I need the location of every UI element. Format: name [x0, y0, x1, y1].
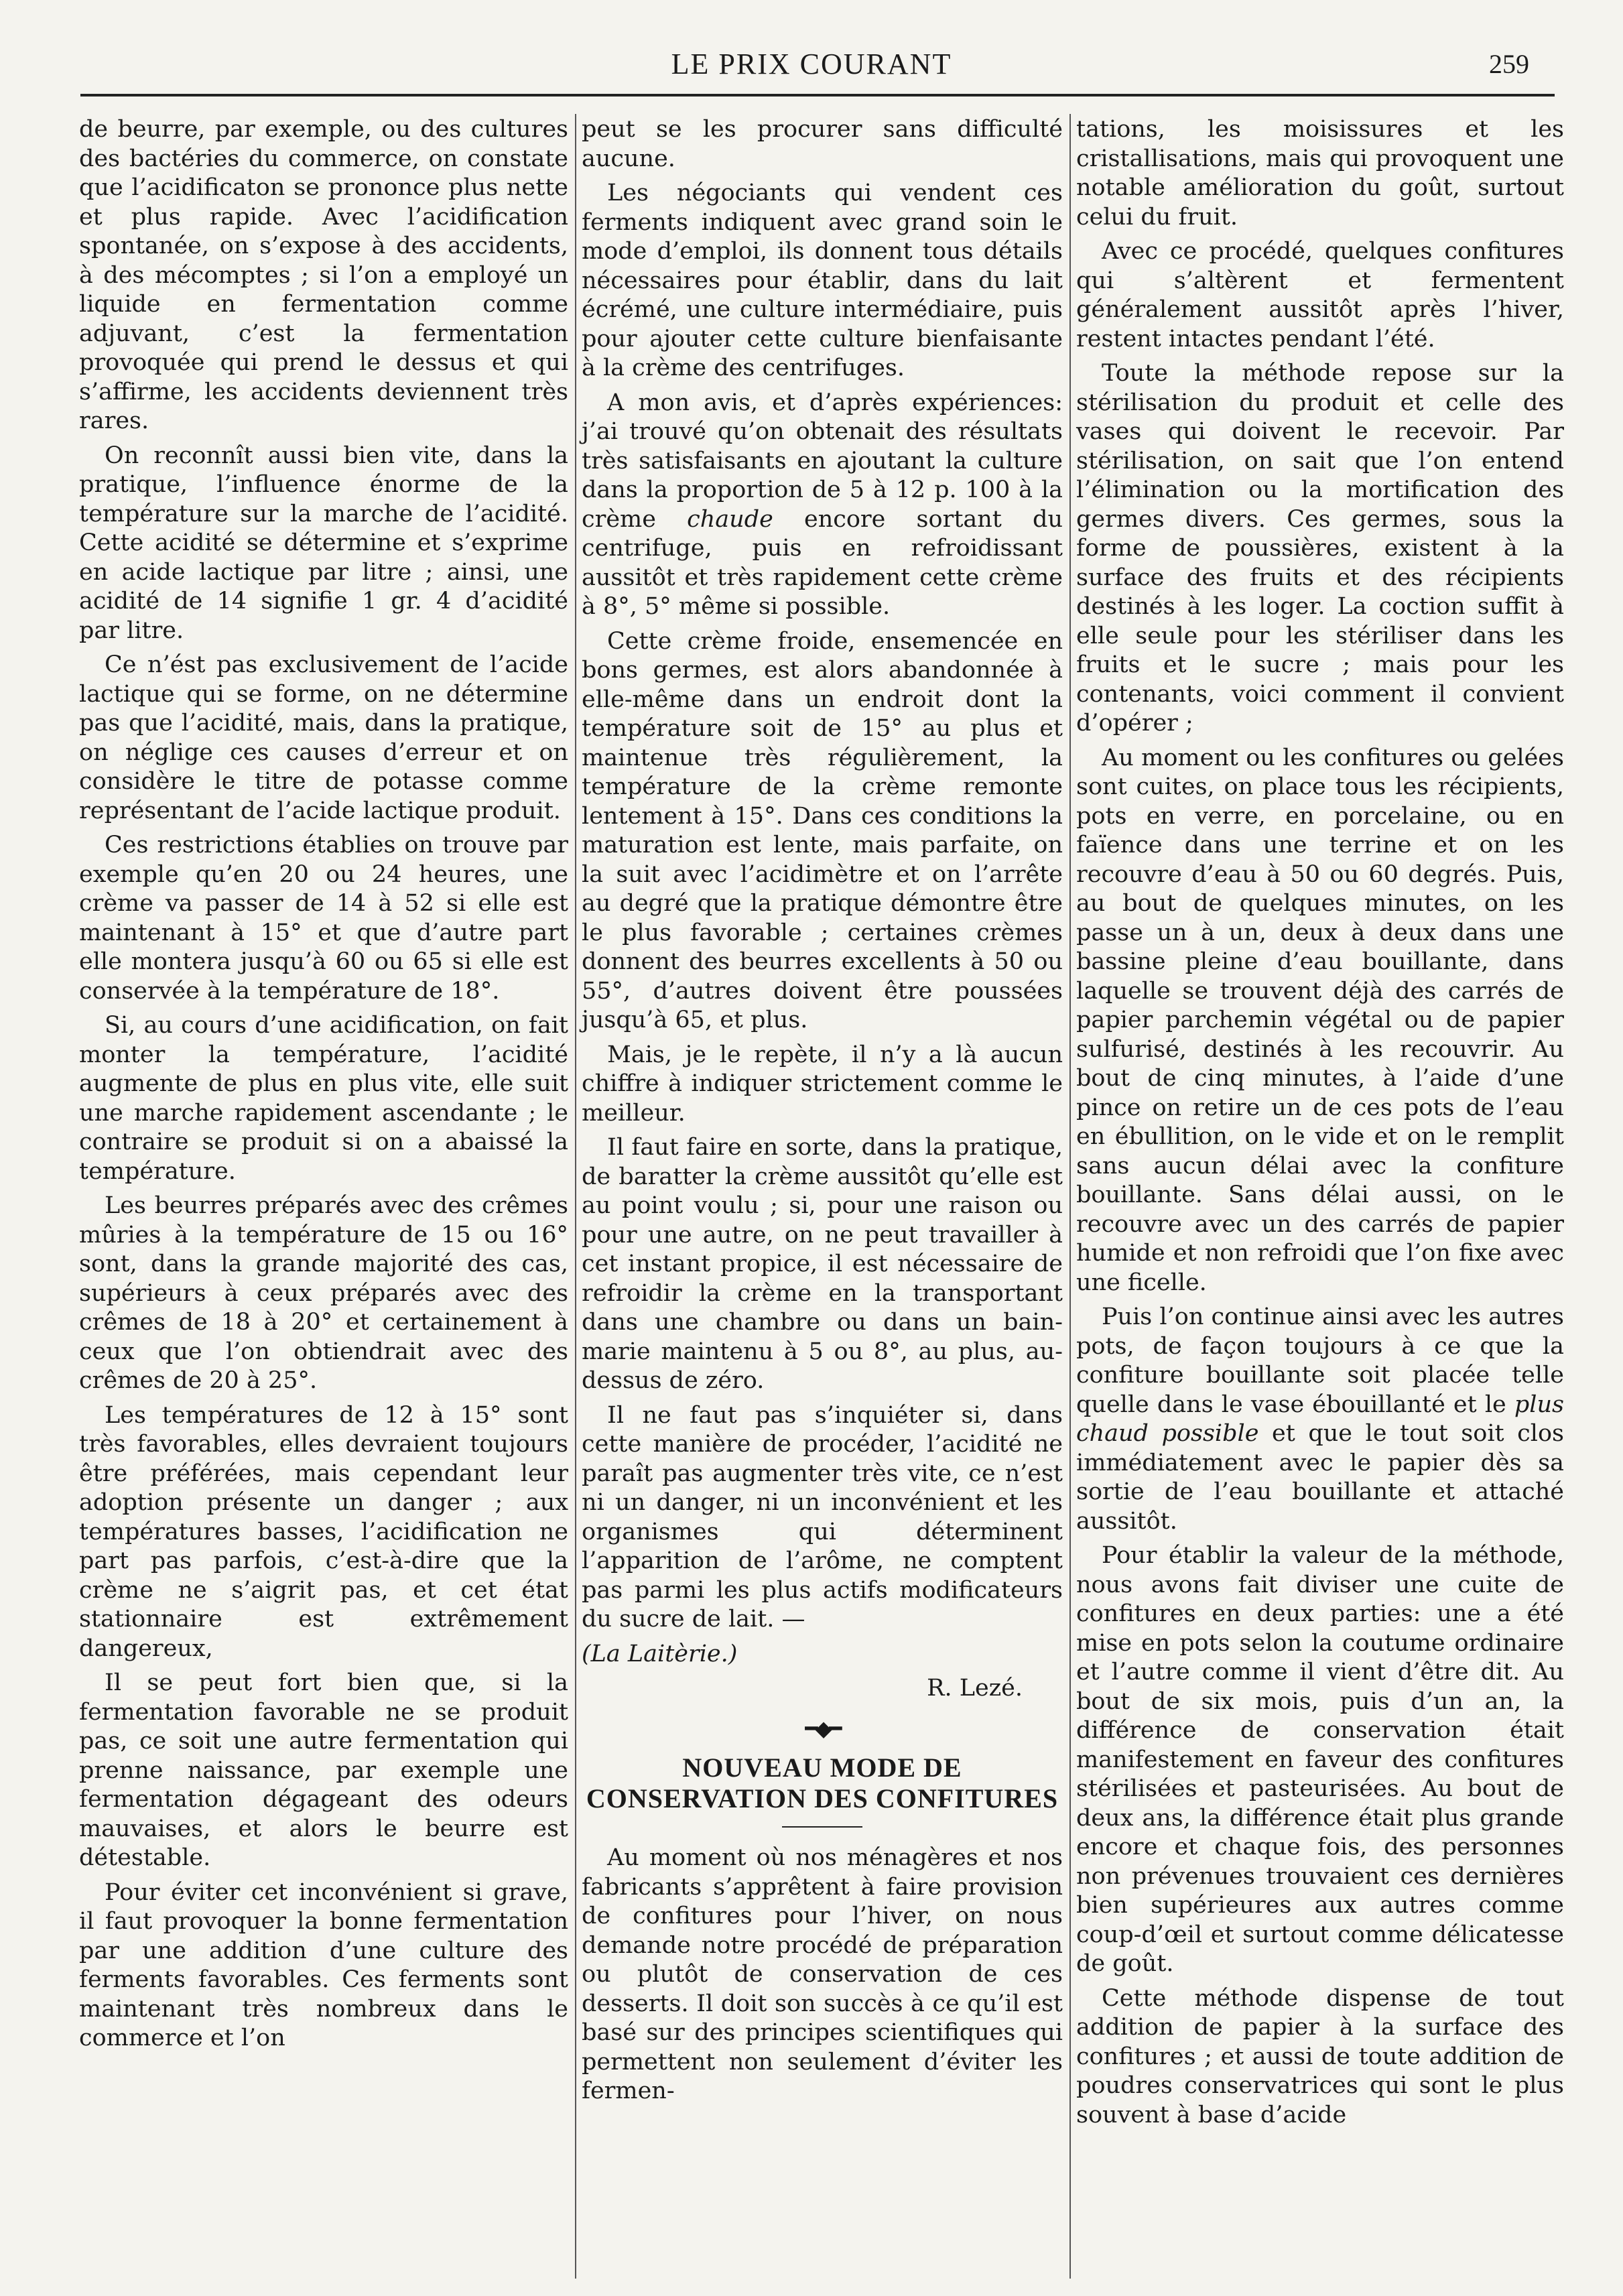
paragraph: Au moment où nos ménagères et nos fabricants s’apprêtent à faire provision de confitures pour l’hiver, on nous demande notre procédé de préparation ou plutôt de conservation de ces desserts. Il doit son succès à ce qu’il est basé sur des principes scientifiques qui permettent non seulement d’éviter les fermen-: [582, 1844, 1063, 2104]
paragraph: Les beurres préparés avec des crêmes mûries à la température de 15 ou 16° sont, dans la grande majorité des cas, supérieurs à ceux préparés avec des crêmes de 18 à 20° et certainement à ceux que l’on obtiendrait avec des crêmes de 20 à 25°.: [79, 1192, 568, 1394]
paragraph: On reconnît aussi bien vite, dans la pratique, l’influence énorme de la température sur la marche de l’acidité. Cette acidité se détermine et s’exprime en acide lactique par litre ; ainsi, une acidité de 14 signifie 1 gr. 4 d’acidité par litre.: [79, 442, 568, 644]
paragraph: peut se les procurer sans difficulté aucune.: [582, 116, 1063, 172]
column-divider: [1069, 114, 1071, 2279]
paragraph: Il ne faut pas s’inquiéter si, dans cette manière de procéder, l’acidité ne paraît pas augmenter très vite, ce n’est ni un danger, ni un inconvénient et les organismes qui déterminent l’apparition de l’arôme, ne comptent pas parmi les plus actifs modificateurs du sucre de lait. —: [582, 1401, 1063, 1633]
paragraph: Pour éviter cet inconvénient si grave, il faut provoquer la bonne fermentation par une addition d’une culture des ferments favorables. Ces ferments sont maintenant très nombreux dans le commerce et l’on: [79, 1878, 568, 2051]
paragraph: Les négociants qui vendent ces ferments indiquent avec grand soin le mode d’emploi, ils donnent tous détails nécessaires pour établir, dans du lait écrémé, une culture intermédiaire, puis pour ajouter cette culture bienfaisante à la crème des centrifuges.: [582, 180, 1063, 381]
text-run: et que le tout soit clos immédiatement avec le papier dès sa sortie de l’eau bouillante et attaché aussitôt.: [1076, 1420, 1564, 1535]
column-divider: [575, 114, 576, 2279]
paragraph: Cette crème froide, ensemencée en bons germes, est alors abandonnée à elle-même dans un endroit dont la température soit de 15° au plus et maintenue très régulièrement, la température de la crème remonte lentement à 15°. Dans ces conditions la maturation est lente, mais parfaite, on la suit avec l’acidimètre et on l’arrête au degré que la pratique démontre être le plus favorable ; certaines crèmes donnent des beurres excellents à 50 ou 55°, d’autres doivent être poussées jusqu’à 65, et plus.: [582, 627, 1063, 1033]
ornament-divider: ━◆━: [805, 1715, 840, 1741]
paragraph: [1076, 1303, 1564, 1536]
paragraph: Toute la méthode repose sur la stérilisation du produit et celle des vases qui doivent le recevoir. Par stérilisation, on sait que l’on entend l’élimination ou la mortification des germes divers. Ces germes, sous la forme de poussières, existent à la surface des fruits et des récipients destinés à les loger. La coction suffit à elle seule pour les stériliser dans les fruits et le sucre ; mais pour les contenants, voici comment il convient d’opérer ;: [1076, 360, 1564, 737]
article-heading: NOUVEAU MODE DE CONSERVATION DES CONFITURES: [586, 1752, 1059, 1813]
paragraph: Il se peut fort bien que, si la fermentation favorable ne se produit pas, ce soit une autre fermentation qui prenne naissance, par exemple une fermentation dégageant des odeurs mauvaises, et alors le beurre est détestable.: [79, 1669, 568, 1871]
column-3: [1076, 115, 1564, 2135]
publication-title: LE PRIX COURANT: [671, 48, 952, 80]
paragraph: [582, 389, 1063, 622]
paragraph: Ces restrictions établies on trouve par exemple qu’en 20 ou 24 heures, une crème va passer de 14 à 52 si elle est maintenant à 15° et que d’autre part elle montera jusqu’à 60 ou 65 si elle est conservée à la température de 18°.: [79, 832, 568, 1005]
header-rule: [80, 94, 1555, 97]
paragraph: Avec ce procédé, quelques confitures qui s’altèrent et fermentent généralement aussitôt après l’hiver, restent intactes pendant l’été.: [1076, 238, 1564, 353]
text-run: encore sortant du centrifuge, puis en refroidissant aussitôt et très rapidement cette crème à 8°, 5° même si possible.: [582, 505, 1063, 620]
heading-rule: [782, 1826, 862, 1828]
paragraph: Si, au cours d’une acidification, on fait monter la température, l’acidité augmente de plus en plus vite, elle suit une marche rapidement ascendante ; le contraire se produit si on a abaissé la température.: [79, 1012, 568, 1185]
emphasis: chaude: [687, 505, 773, 533]
page-header: [74, 42, 1549, 88]
paragraph: Cette méthode dispense de tout addition de papier à la surface des confitures ; et aussi de toute addition de poudres conservatrices qui sont le plus souvent à base d’acide: [1076, 1984, 1564, 2128]
paragraph: Les températures de 12 à 15° sont très favorables, elles devraient toujours être préférées, mais cependant leur adoption présente un danger ; aux températures basses, l’acidification ne part pas parfois, c’est-à-dire que la crème ne s’aigrit pas, et cet état stationnaire est extrêmement dangereux,: [79, 1401, 568, 1662]
text-run: Puis l’on continue ainsi avec les autres pots, de façon toujours à ce que la confiture bouillante soit placée telle quelle dans le vase ébouillanté et le: [1076, 1303, 1564, 1418]
source-text: (La Laitèrie.): [582, 1640, 738, 1667]
column-2: [582, 115, 1063, 2112]
paragraph: Au moment ou les confitures ou gelées sont cuites, on place tous les récipients, pots en verre, en porcelaine, ou en faïence dans une terrine et on les recouvre d’eau à 50 ou 60 degrés. Puis, au bout de quelques minutes, on les passe un à un, deux à deux dans une bassine pleine d’eau bouillante, dans laquelle se trouvent déjà des carrés de papier parchemin végétal ou de papier sulfurisé, destinés à les recouvrir. Au bout de cinq minutes, à l’aide d’une pince on retire un de ces pots de l’eau en ébullition, on le vide et on le remplit sans aucun délai avec la confiture bouillante. Sans délai aussi, on le recouvre avec un des carrés de papier humide et non refroidi que l’on fixe avec une ficelle.: [1076, 744, 1564, 1296]
signature: R. Lezé.: [927, 1675, 1023, 1702]
paragraph: Il faut faire en sorte, dans la pratique, de baratter la crème aussitôt qu’elle est au point voulu ; si, pour une raison ou pour une autre, on ne peut travailler à cet instant propice, il est nécessaire de refroidir la crème en la transportant dans une chambre ou dans un bain-marie maintenu à 5 ou 8°, au plus, au-dessus de zéro.: [582, 1134, 1063, 1394]
source-citation: [582, 1640, 1063, 1669]
page-number: 259: [1489, 49, 1529, 79]
paragraph: Mais, je le repète, il n’y a là aucun chiffre à indiquer strictement comme le meilleur.: [582, 1041, 1063, 1127]
paragraph: Ce n’ést pas exclusivement de l’acide lactique qui se forme, on ne détermine pas que l’acidité, mais, dans la pratique, on néglige ces causes d’erreur et on considère le titre de potasse comme représentant de l’acide lactique produit.: [79, 651, 568, 824]
paragraph: Pour établir la valeur de la méthode, nous avons fait diviser une cuite de confitures en deux parties: une a été mise en pots selon la coutume ordinaire et l’autre comme il vient d’être dit. Au bout de six mois, puis d’un an, la différence de conservation était manifestement en faveur des confitures stérilisées et pasteurisées. Au bout de deux ans, la différence était plus grande encore et chaque fois, des personnes non prévenues trouvaient ces dernières bien supérieures aux autres comme coup-d’œil et surtout comme délicatesse de goût.: [1076, 1542, 1564, 1977]
paragraph: de beurre, par exemple, ou des cultures des bactéries du commerce, on constate que l’acidificaton se prononce plus nette et plus rapide. Avec l’acidification spontanée, on s’expose à des accidents, à des mécomptes ; si l’on a employé un liquide en fermentation comme adjuvant, c’est la fermentation provoquée qui prend le dessus et qui s’affirme, les accidents deviennent très rares.: [79, 116, 568, 434]
paragraph: tations, les moisissures et les cristallisations, mais qui provoquent une notable amélioration du goût, surtout celui du fruit.: [1076, 116, 1564, 231]
column-1: [79, 115, 568, 2059]
text-run: A mon avis, et d’après expériences: j’ai trouvé qu’on obtenait des résultats très satisfaisants en ajoutant la culture dans la proportion de 5 à 12 p. 100 à la crème: [582, 389, 1063, 533]
emphasis: plus chaud possible: [1076, 1391, 1564, 1447]
